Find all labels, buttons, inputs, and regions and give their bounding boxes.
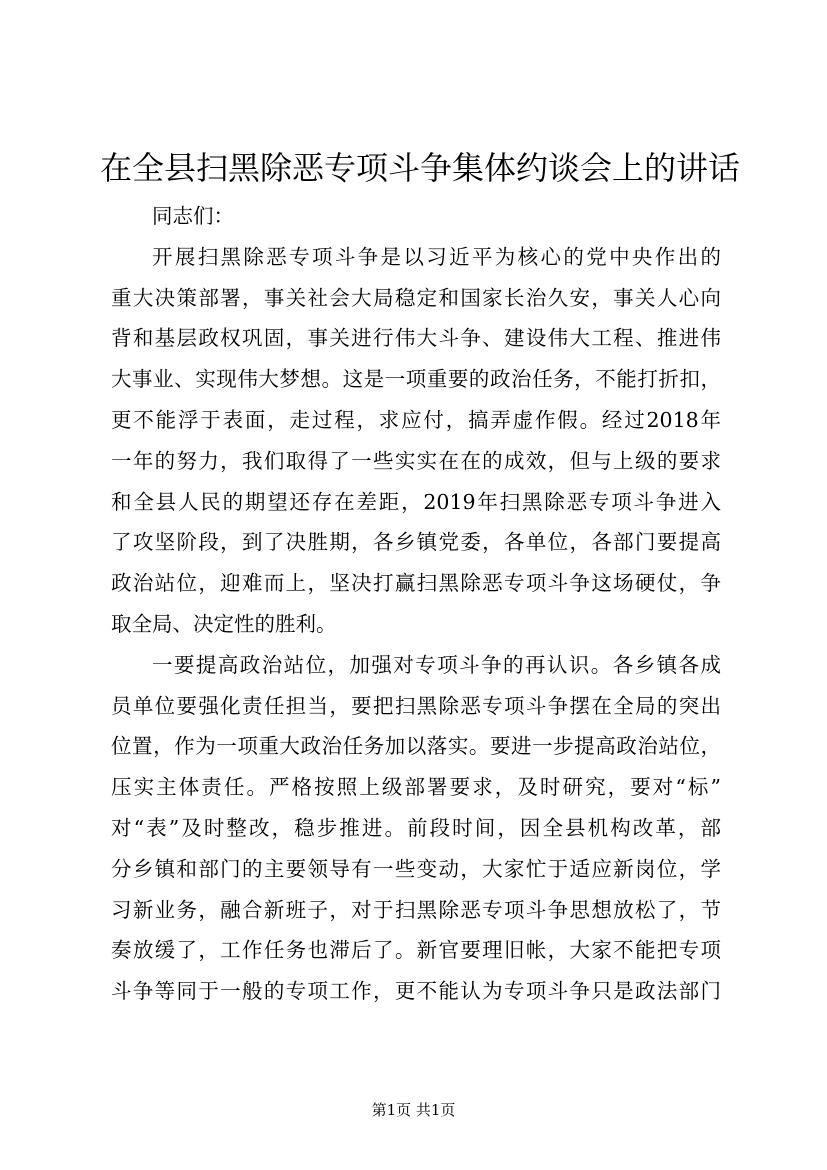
paragraph-line: 大事业、实现伟大梦想。这是一项重要的政治任务，不能打折扣， (111, 367, 721, 392)
paragraph-line: 奏放缓了，工作任务也滞后了。新官要理旧帐，大家不能把专项 (111, 938, 721, 963)
greeting-line: 同志们： (152, 204, 234, 228)
document-title: 在全县扫黑除恶专项斗争集体约谈会上的讲话 (100, 149, 741, 187)
paragraph-line: 政治站位，迎难而上，坚决打赢扫黑除恶专项斗争这场硬仗，争 (111, 571, 721, 596)
paragraph-line: 压实主体责任。严格按照上级部署要求，及时研究，要对“标” (111, 775, 721, 800)
paragraph-line: 和全县人民的期望还存在差距，2019年扫黑除恶专项斗争进入 (111, 489, 721, 514)
paragraph-line: 更不能浮于表面，走过程，求应付，搞弄虚作假。经过2018年 (111, 407, 721, 432)
document-body (111, 196, 721, 1012)
paragraph-line: 开展扫黑除恶专项斗争是以习近平为核心的党中央作出的 (152, 244, 721, 269)
page-number-label: 第1页 共1页 (371, 1101, 456, 1119)
paragraph-line: 习新业务，融合新班子，对于扫黑除恶专项斗争思想放松了，节 (111, 897, 721, 922)
page-footer (0, 1100, 827, 1120)
paragraph-line: 重大决策部署，事关社会大局稳定和国家长治久安，事关人心向 (111, 285, 721, 310)
paragraph-line: 了攻坚阶段，到了决胜期，各乡镇党委，各单位，各部门要提高 (111, 530, 721, 555)
paragraph-line: 背和基层政权巩固，事关进行伟大斗争、建设伟大工程、推进伟 (111, 326, 721, 351)
paragraph-line: 一年的努力，我们取得了一些实实在在的成效，但与上级的要求 (111, 448, 721, 473)
paragraph-line: 对“表”及时整改，稳步推进。前段时间，因全县机构改革，部 (111, 815, 721, 840)
paragraph-line: 斗争等同于一般的专项工作，更不能认为专项斗争只是政法部门 (111, 979, 721, 1004)
paragraph-line: 位置，作为一项重大政治任务加以落实。要进一步提高政治站位， (111, 734, 721, 759)
paragraph-line: 分乡镇和部门的主要领导有一些变动，大家忙于适应新岗位，学 (111, 856, 721, 881)
paragraph-line: 员单位要强化责任担当，要把扫黑除恶专项斗争摆在全局的突出 (111, 693, 721, 718)
paragraph-line: 一要提高政治站位，加强对专项斗争的再认识。各乡镇各成 (152, 652, 721, 677)
paragraph-line: 取全局、决定性的胜利。 (111, 611, 337, 636)
